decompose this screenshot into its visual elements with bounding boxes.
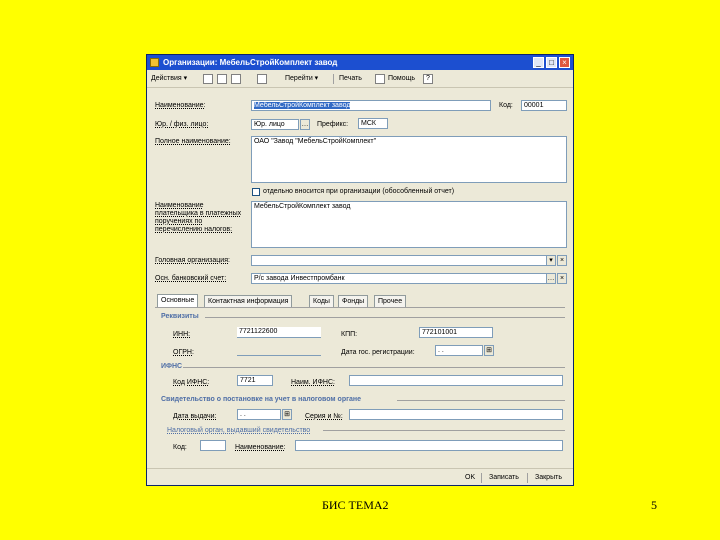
prefix-label: Префикс:: [317, 121, 349, 128]
print-button[interactable]: Печать: [339, 75, 362, 82]
tab-other[interactable]: Прочее: [374, 295, 406, 307]
question-icon[interactable]: ?: [423, 74, 433, 84]
ifns-code-field[interactable]: 7721: [237, 375, 273, 386]
requisites-section: Реквизиты: [161, 313, 199, 320]
minimize-button[interactable]: _: [533, 57, 544, 68]
separate-label: отдельно вносится при организации (обособленный отчет): [263, 188, 455, 195]
head-org-label: Головная организация:: [155, 257, 230, 264]
slide-page-number: 5: [651, 498, 657, 512]
tab-main[interactable]: Основные: [157, 294, 198, 307]
cert-date-field[interactable]: . .: [237, 409, 281, 420]
toolbar-separator: [333, 74, 334, 84]
structure-icon[interactable]: [257, 74, 267, 84]
tab-strip-line: [155, 307, 565, 308]
name-value: МебельСтройКомплект завод: [254, 102, 351, 109]
legal-type-field[interactable]: Юр. лицо: [251, 119, 299, 130]
bank-account-clear-icon[interactable]: ×: [557, 273, 567, 284]
help-button[interactable]: Помощь: [388, 75, 416, 82]
payname-label: Наименование плательщика в платежных поручениях по перечислению налогов:: [155, 202, 242, 233]
head-org-dropdown-icon[interactable]: ▾: [546, 255, 556, 266]
window-title: Организации: МебельСтройКомплект завод: [163, 58, 338, 67]
ifns-name-field[interactable]: [349, 375, 563, 386]
edit-icon[interactable]: [231, 74, 241, 84]
ifns-divider: [183, 367, 565, 368]
certificate-section: Свидетельство о постановке на учет в налоговом органе: [161, 396, 362, 403]
head-org-clear-icon[interactable]: ×: [557, 255, 567, 266]
ifns-name-label: Наим. ИФНС:: [291, 379, 335, 386]
help-book-icon[interactable]: [375, 74, 385, 84]
bank-account-field[interactable]: Р/с завода Инвестпромбанк: [251, 273, 556, 284]
issued-code-field[interactable]: [200, 440, 226, 451]
title-bar: [147, 55, 573, 70]
cert-date-calendar-icon[interactable]: ⊞: [282, 409, 292, 420]
save-button[interactable]: Записать: [489, 474, 519, 481]
app-icon: [150, 58, 159, 67]
legal-type-label: Юр. / физ. лицо:: [155, 121, 209, 128]
certificate-divider: [397, 400, 565, 401]
legal-type-select-button[interactable]: …: [301, 121, 309, 128]
issued-by-label: Налоговый орган, выдавший свидетельство: [167, 427, 311, 434]
issued-by-divider: [323, 430, 565, 431]
new-doc-icon[interactable]: [203, 74, 213, 84]
form-button-bar: [147, 468, 573, 486]
statusbar-separator: [481, 473, 482, 483]
code-label: Код:: [499, 102, 513, 109]
copy-icon[interactable]: [217, 74, 227, 84]
kpp-field[interactable]: 772101001: [419, 327, 493, 338]
payname-field[interactable]: МебельСтройКомплект завод: [251, 201, 567, 248]
issued-code-label: Код:: [173, 444, 187, 451]
goto-menu[interactable]: Перейти ▾: [285, 75, 319, 82]
tab-contacts[interactable]: Контактная информация: [204, 295, 292, 307]
tab-funds[interactable]: Фонды: [338, 295, 368, 307]
inn-field[interactable]: 7721122600: [237, 327, 321, 338]
close-form-button[interactable]: Закрыть: [535, 474, 562, 481]
slide-footer-title: БИС ТЕМА2: [322, 498, 389, 512]
code-field[interactable]: 00001: [521, 100, 567, 111]
maximize-button[interactable]: □: [546, 57, 557, 68]
ok-button[interactable]: OK: [465, 474, 476, 481]
ifns-section: ИФНС: [161, 363, 183, 370]
statusbar-separator: [527, 473, 528, 483]
ogrn-field[interactable]: [237, 345, 321, 356]
kpp-label: КПП:: [341, 331, 358, 338]
reg-date-calendar-icon[interactable]: ⊞: [484, 345, 494, 356]
prefix-field[interactable]: МСК: [358, 118, 388, 129]
cert-series-label: Серия и №:: [305, 413, 343, 420]
inn-label: ИНН:: [173, 331, 191, 338]
toolbar: [147, 71, 573, 88]
actions-menu[interactable]: Действия ▾: [151, 75, 188, 82]
fullname-field[interactable]: ОАО "Завод "МебельСтройКомплект": [251, 136, 567, 183]
name-label: Наименование:: [155, 102, 206, 109]
issued-name-field[interactable]: [295, 440, 563, 451]
issued-name-label: Наименование:: [235, 444, 286, 451]
separate-checkbox[interactable]: [252, 188, 260, 196]
close-button[interactable]: ×: [559, 57, 570, 68]
name-field[interactable]: [251, 100, 491, 111]
organization-window: [146, 54, 574, 486]
cert-series-field[interactable]: [349, 409, 563, 420]
fullname-label: Полное наименование:: [155, 138, 231, 145]
cert-date-label: Дата выдачи:: [173, 413, 217, 420]
ifns-code-label: Код ИФНС:: [173, 379, 210, 386]
bank-account-select-icon[interactable]: …: [547, 275, 555, 282]
head-org-field[interactable]: [251, 255, 556, 266]
reg-date-label: Дата гос. регистрации:: [341, 349, 415, 356]
reg-date-field[interactable]: . .: [435, 345, 483, 356]
requisites-divider: [205, 317, 565, 318]
tab-codes[interactable]: Коды: [309, 295, 334, 307]
ogrn-label: ОГРН:: [173, 349, 194, 356]
bank-account-label: Осн. банковский счет:: [155, 275, 227, 282]
